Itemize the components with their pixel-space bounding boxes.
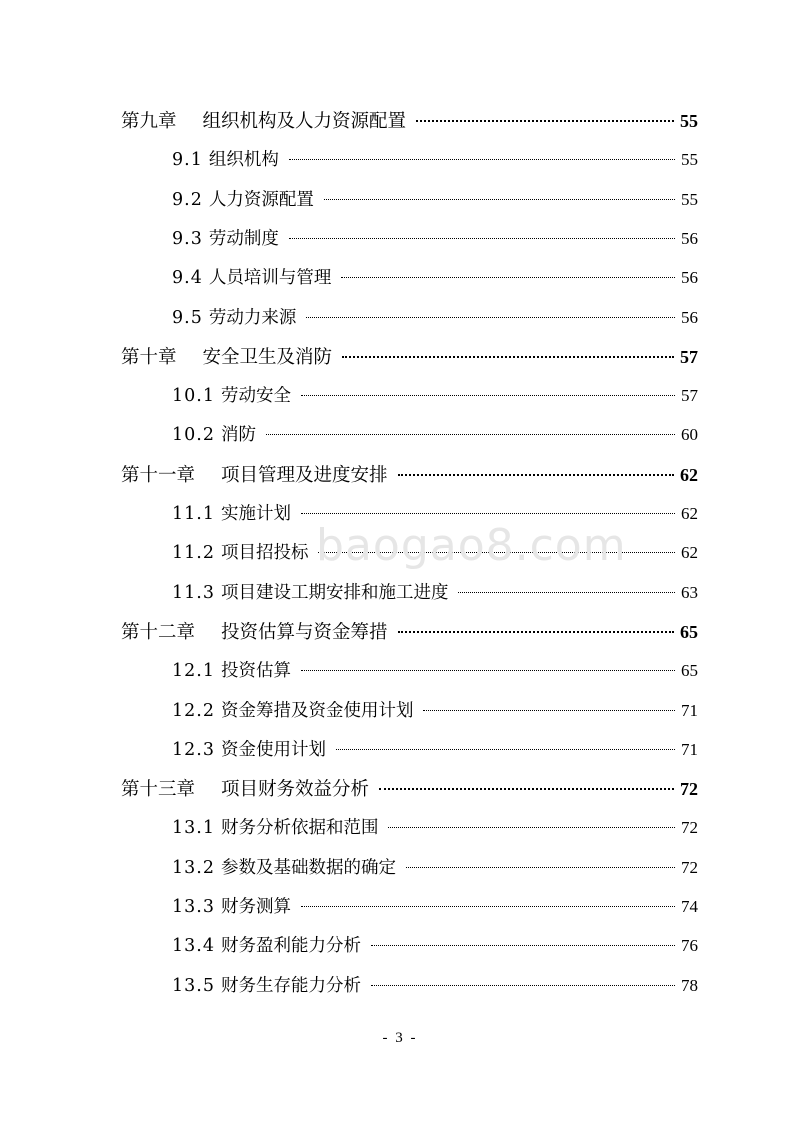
toc-section-entry[interactable] bbox=[172, 499, 698, 529]
toc-dot-leader bbox=[301, 906, 675, 907]
toc-dot-leader bbox=[388, 827, 675, 828]
toc-entry-label bbox=[172, 185, 314, 215]
toc-entry-title: 安全卫生及消防 bbox=[202, 346, 333, 368]
toc-dot-leader bbox=[423, 710, 675, 711]
toc-entry-number: 10.2 bbox=[172, 425, 215, 446]
toc-page-number: 62 bbox=[681, 504, 698, 523]
toc-dot-leader bbox=[406, 867, 675, 868]
toc-page-number: 57 bbox=[680, 346, 698, 367]
toc-section-entry[interactable] bbox=[172, 971, 698, 1001]
toc-dot-leader bbox=[416, 120, 674, 122]
toc-section-entry[interactable] bbox=[172, 185, 698, 215]
toc-entry-label bbox=[172, 303, 296, 333]
toc-page-number: 56 bbox=[681, 228, 698, 248]
toc-section-entry[interactable] bbox=[172, 853, 698, 883]
toc-dot-leader bbox=[266, 434, 675, 435]
toc-entry-title: 组织机构 bbox=[208, 150, 279, 171]
toc-entry-label bbox=[172, 971, 361, 1001]
toc-entry-label bbox=[172, 538, 308, 568]
toc-entry-number: 13.5 bbox=[172, 975, 215, 996]
toc-page-number: 55 bbox=[680, 111, 698, 131]
toc-page-number: 62 bbox=[681, 543, 698, 563]
toc-entry-number: 10.1 bbox=[172, 386, 215, 407]
toc-section-entry[interactable] bbox=[172, 263, 698, 293]
toc-entry-number: 13.4 bbox=[172, 936, 215, 957]
toc-entry-label bbox=[172, 853, 396, 883]
toc-entry-number: 13.2 bbox=[172, 857, 215, 878]
toc-entry-label bbox=[172, 381, 291, 411]
toc-entry-title: 劳动力来源 bbox=[208, 307, 297, 328]
toc-entry-label bbox=[172, 892, 291, 922]
toc-entry-title: 组织机构及人力资源配置 bbox=[202, 111, 407, 132]
toc-entry-label bbox=[172, 420, 256, 450]
toc-page-number: 65 bbox=[680, 621, 698, 642]
toc-page-number: 76 bbox=[681, 936, 698, 956]
toc-dot-leader bbox=[379, 788, 674, 790]
toc-entry-title: 实施计划 bbox=[220, 504, 291, 524]
toc-page-number: 71 bbox=[681, 700, 698, 720]
toc-entry-title: 资金使用计划 bbox=[220, 739, 326, 760]
toc-dot-leader bbox=[301, 395, 675, 396]
toc-section-entry[interactable] bbox=[172, 420, 698, 450]
toc-section-entry[interactable] bbox=[172, 931, 698, 961]
toc-entry-label bbox=[172, 931, 361, 961]
toc-entry-label bbox=[172, 696, 413, 726]
toc-dot-leader bbox=[318, 552, 675, 553]
toc-entry-label bbox=[121, 461, 388, 491]
toc-entry-title: 消防 bbox=[220, 425, 256, 446]
toc-section-entry[interactable] bbox=[172, 892, 698, 922]
toc-entry-number: 第十一章 bbox=[121, 464, 196, 486]
toc-entry-title: 资金筹措及资金使用计划 bbox=[220, 700, 414, 721]
toc-chapter-entry[interactable] bbox=[121, 774, 698, 804]
toc-entry-title: 项目建设工期安排和施工进度 bbox=[220, 582, 449, 603]
toc-entry-label bbox=[121, 343, 332, 373]
toc-entry-title: 劳动制度 bbox=[208, 228, 279, 249]
toc-page-number: 60 bbox=[681, 425, 698, 445]
toc-entry-number: 12.1 bbox=[172, 661, 215, 682]
toc-section-entry[interactable] bbox=[172, 538, 698, 568]
toc-entry-title: 劳动安全 bbox=[220, 386, 291, 407]
toc-dot-leader bbox=[289, 238, 675, 239]
toc-page-number: 72 bbox=[680, 779, 698, 800]
toc-page-number: 56 bbox=[681, 268, 698, 288]
toc-dot-leader bbox=[342, 356, 674, 358]
toc-section-entry[interactable] bbox=[172, 145, 698, 175]
toc-entry-title: 投资估算 bbox=[220, 661, 291, 682]
toc-page-number: 55 bbox=[681, 150, 698, 170]
toc-entry-title: 财务分析依据和范围 bbox=[220, 818, 379, 839]
toc-section-entry[interactable] bbox=[172, 578, 698, 608]
toc-entry-number: 11.2 bbox=[172, 543, 215, 564]
toc-entry-label bbox=[172, 813, 378, 843]
toc-chapter-entry[interactable] bbox=[121, 617, 698, 647]
toc-entry-number: 第十三章 bbox=[121, 779, 196, 801]
toc-entry-label bbox=[172, 263, 331, 293]
toc-page-number: 56 bbox=[681, 307, 698, 327]
toc-page-number: 65 bbox=[681, 661, 698, 681]
toc-entry-number: 9.4 bbox=[172, 268, 203, 289]
toc-entry-title: 人力资源配置 bbox=[208, 189, 314, 210]
toc-entry-number: 9.2 bbox=[172, 189, 203, 210]
toc-page-number: 72 bbox=[681, 818, 698, 838]
toc-entry-number: 13.1 bbox=[172, 818, 215, 839]
toc-dot-leader bbox=[289, 159, 675, 160]
toc-dot-leader bbox=[398, 474, 674, 476]
toc-page-number: 63 bbox=[681, 582, 698, 602]
toc-page-number: 78 bbox=[681, 975, 698, 995]
toc-dot-leader bbox=[371, 985, 675, 986]
toc-section-entry[interactable] bbox=[172, 696, 698, 726]
toc-entry-number: 第十二章 bbox=[121, 621, 196, 643]
toc-entry-title: 财务测算 bbox=[220, 897, 291, 917]
toc-entry-title: 人员培训与管理 bbox=[208, 268, 332, 289]
toc-entry-label bbox=[121, 107, 406, 137]
toc-entry-number: 9.3 bbox=[172, 228, 203, 249]
page-footer-number: - 3 - bbox=[382, 1030, 418, 1046]
toc-page-number: 57 bbox=[681, 386, 698, 406]
toc-entry-label bbox=[172, 735, 326, 765]
toc-entry-label bbox=[121, 775, 369, 805]
toc-entry-number: 12.2 bbox=[172, 700, 215, 721]
watermark: baogao8.com bbox=[316, 520, 627, 571]
toc-section-entry[interactable] bbox=[172, 813, 698, 843]
toc-dot-leader bbox=[324, 199, 675, 200]
toc-entry-title: 参数及基础数据的确定 bbox=[220, 857, 396, 878]
toc-dot-leader bbox=[398, 631, 674, 633]
toc-entry-title: 投资估算与资金筹措 bbox=[221, 621, 388, 643]
toc-section-entry[interactable] bbox=[172, 303, 698, 333]
toc-dot-leader bbox=[336, 749, 675, 750]
toc-entry-label bbox=[172, 656, 291, 686]
toc-dot-leader bbox=[306, 317, 675, 318]
toc-page-number: 55 bbox=[681, 189, 698, 209]
toc-page-number: 71 bbox=[681, 739, 698, 759]
toc-entry-number: 9.1 bbox=[172, 150, 203, 171]
toc-dot-leader bbox=[458, 592, 675, 593]
toc-chapter-entry[interactable] bbox=[121, 342, 698, 372]
toc-entry-title: 项目招投标 bbox=[220, 543, 309, 564]
toc-entry-label bbox=[172, 145, 279, 175]
toc-dot-leader bbox=[301, 513, 675, 514]
toc-section-entry[interactable] bbox=[172, 381, 698, 411]
toc-entry-number: 13.3 bbox=[172, 897, 215, 917]
toc-page-number: 72 bbox=[681, 857, 698, 877]
toc-section-entry[interactable] bbox=[172, 224, 698, 254]
toc-dot-leader bbox=[301, 670, 675, 671]
toc-entry-label bbox=[172, 224, 279, 254]
toc-entry-number: 11.3 bbox=[172, 582, 215, 603]
toc-section-entry[interactable] bbox=[172, 735, 698, 765]
toc-entry-label bbox=[121, 618, 388, 648]
toc-entry-title: 财务生存能力分析 bbox=[220, 975, 361, 996]
toc-entry-label bbox=[172, 499, 291, 529]
toc-entry-number: 11.1 bbox=[172, 504, 215, 524]
toc-section-entry[interactable] bbox=[172, 656, 698, 686]
toc-entry-label bbox=[172, 578, 448, 608]
toc-entry-number: 9.5 bbox=[172, 307, 203, 328]
toc-chapter-entry[interactable] bbox=[121, 460, 698, 490]
toc-entry-title: 项目管理及进度安排 bbox=[221, 464, 388, 486]
toc-entry-title: 项目财务效益分析 bbox=[221, 779, 370, 801]
toc-entry-number: 第九章 bbox=[121, 111, 177, 132]
toc-dot-leader bbox=[371, 945, 675, 946]
toc-chapter-entry[interactable] bbox=[121, 106, 698, 136]
toc-page-number: 74 bbox=[681, 897, 698, 916]
toc-entry-title: 财务盈利能力分析 bbox=[220, 936, 361, 957]
toc-dot-leader bbox=[341, 277, 675, 278]
toc-entry-number: 第十章 bbox=[121, 346, 177, 368]
toc-page-number: 62 bbox=[680, 464, 698, 485]
toc-entry-number: 12.3 bbox=[172, 739, 215, 760]
